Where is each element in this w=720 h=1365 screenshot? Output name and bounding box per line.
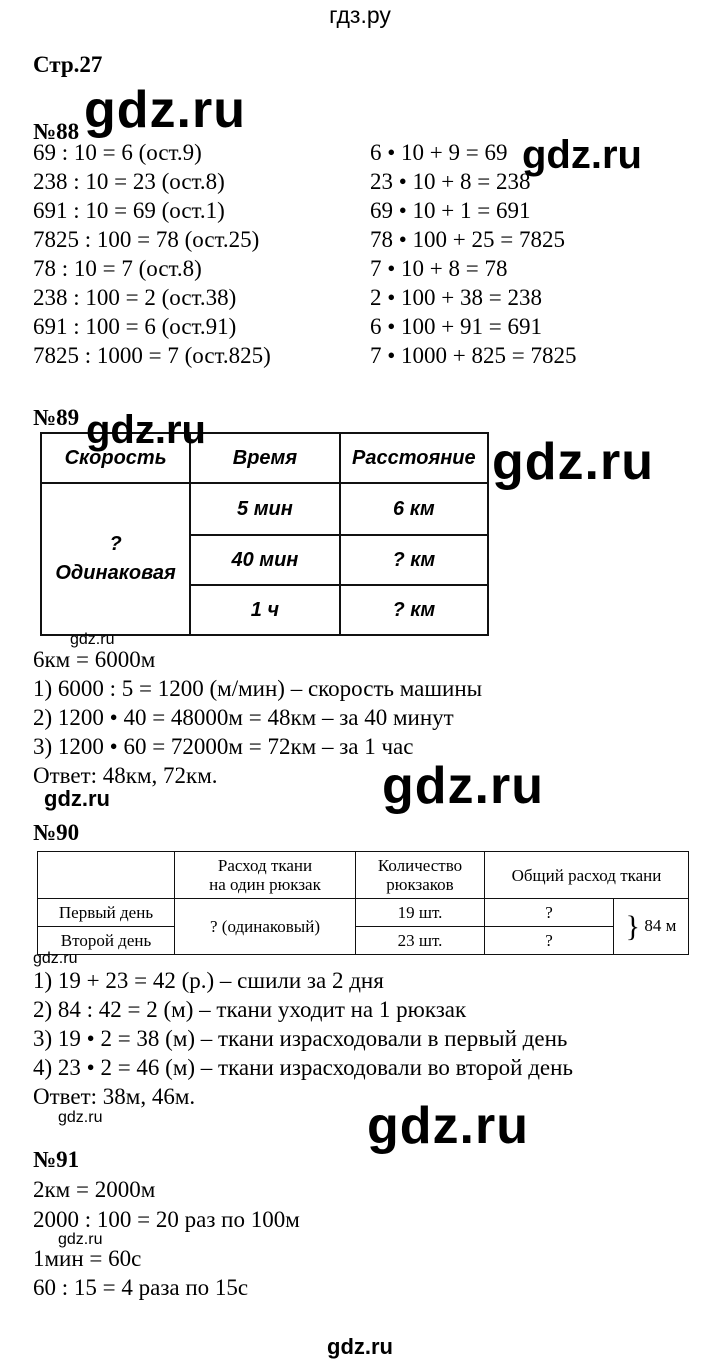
ex89-number: №89 [33,405,80,430]
table-header: Скорость [41,433,190,483]
ex91-line: 2км = 2000м [33,1177,156,1202]
table-header [175,852,356,899]
table-cell: ? [485,899,614,927]
equation-line: 78 : 10 = 7 (ост.8) [33,256,202,281]
row-label: Второй день [38,927,175,955]
header-line: рюкзаков [386,875,454,894]
solution-line: 4) 23 • 2 = 46 (м) – ткани израсходовали во второй день [33,1055,573,1080]
ex90-solution [33,966,573,1111]
fabric-table [37,851,689,955]
equation-line: 78 • 100 + 25 = 7825 [370,227,565,252]
equation-line: 7 • 1000 + 825 = 7825 [370,343,577,368]
equation-line: 238 : 10 = 23 (ост.8) [33,169,225,194]
header-line: Количество [377,856,463,875]
table-header: Расстояние [340,433,488,483]
equation-line: 7825 : 1000 = 7 (ост.825) [33,343,271,368]
equation-line: 23 • 10 + 8 = 238 [370,169,531,194]
watermark-small: gdz.ru [70,631,115,648]
solution-line: 1) 19 + 23 = 42 (р.) – сшили за 2 дня [33,968,384,993]
table-cell: ? км [340,585,488,635]
equation-line: 7 • 10 + 8 = 78 [370,256,508,281]
solution-line: 3) 19 • 2 = 38 (м) – ткани израсходовали в первый день [33,1026,568,1051]
watermark: gdz.ru [367,1097,529,1155]
speed-time-distance-table [40,432,489,636]
footer-watermark: gdz.ru [327,1334,393,1359]
ex91-line: 2000 : 100 = 20 раз по 100м [33,1207,300,1232]
ex90-number: №90 [33,820,80,845]
equation-line: 69 : 10 = 6 (ост.9) [33,140,202,165]
site-header: гдз.ру [329,2,391,28]
speed-label: Одинаковая [55,562,176,584]
table-cell: 19 шт. [356,899,485,927]
table-cell: 23 шт. [356,927,485,955]
ex88-left-column [33,138,271,370]
solution-line: 2) 1200 • 40 = 48000м = 48км – за 40 минут [33,705,454,730]
answer-line: Ответ: 38м, 46м. [33,1084,196,1109]
equation-line: 2 • 100 + 38 = 238 [370,285,542,310]
watermark-small: gdz.ru [58,1231,103,1248]
watermark: gdz.ru [492,433,654,491]
table-header: Время [190,433,339,483]
equation-line: 691 : 100 = 6 (ост.91) [33,314,237,339]
table-header: Общий расход ткани [485,852,689,899]
rate-cell: ? (одинаковый) [175,899,356,955]
equation-line: 691 : 10 = 69 (ост.1) [33,198,225,223]
ex91-line: 60 : 15 = 4 раза по 15с [33,1275,249,1300]
table-cell: 1 ч [190,585,339,635]
header-line: на один рюкзак [209,875,321,894]
watermark: gdz.ru [44,786,110,811]
table-cell: ? км [340,535,488,585]
table-cell: 6 км [340,483,488,535]
equation-line: 69 • 10 + 1 = 691 [370,198,531,223]
speed-cell [41,483,190,635]
watermark: gdz.ru [84,81,246,139]
ex91-number: №91 [33,1147,80,1172]
speed-question: ? [109,533,122,555]
solution-line: 2) 84 : 42 = 2 (м) – ткани уходит на 1 рюкзак [33,997,467,1022]
equation-line: 6 • 100 + 91 = 691 [370,314,542,339]
watermark-small: gdz.ru [33,950,78,967]
watermark-small: gdz.ru [58,1109,103,1126]
watermark: gdz.ru [86,408,206,452]
answer-line: Ответ: 48км, 72км. [33,763,218,788]
sum-value: 84 м [644,915,677,935]
watermark: gdz.ru [522,133,642,177]
table-cell: 40 мин [190,535,339,585]
equation-line: 7825 : 100 = 78 (ост.25) [33,227,260,252]
row-label: Первый день [38,899,175,927]
watermark: gdz.ru [382,757,544,815]
solution-line: 3) 1200 • 60 = 72000м = 72км – за 1 час [33,734,414,759]
page-number: Стр.27 [33,52,103,77]
table-header [356,852,485,899]
ex91-line: 1мин = 60с [33,1246,142,1271]
solution-line: 1) 6000 : 5 = 1200 (м/мин) – скорость машины [33,676,483,701]
table-cell: ? [485,927,614,955]
header-line: Расход ткани [217,856,313,875]
solution-line: 6км = 6000м [33,647,156,672]
equation-line: 6 • 10 + 9 = 69 [370,140,508,165]
brace-icon: } [625,909,641,943]
sum-cell [614,899,689,955]
ex88-number: №88 [33,119,80,144]
table-cell: 5 мин [190,483,339,535]
equation-line: 238 : 100 = 2 (ост.38) [33,285,237,310]
